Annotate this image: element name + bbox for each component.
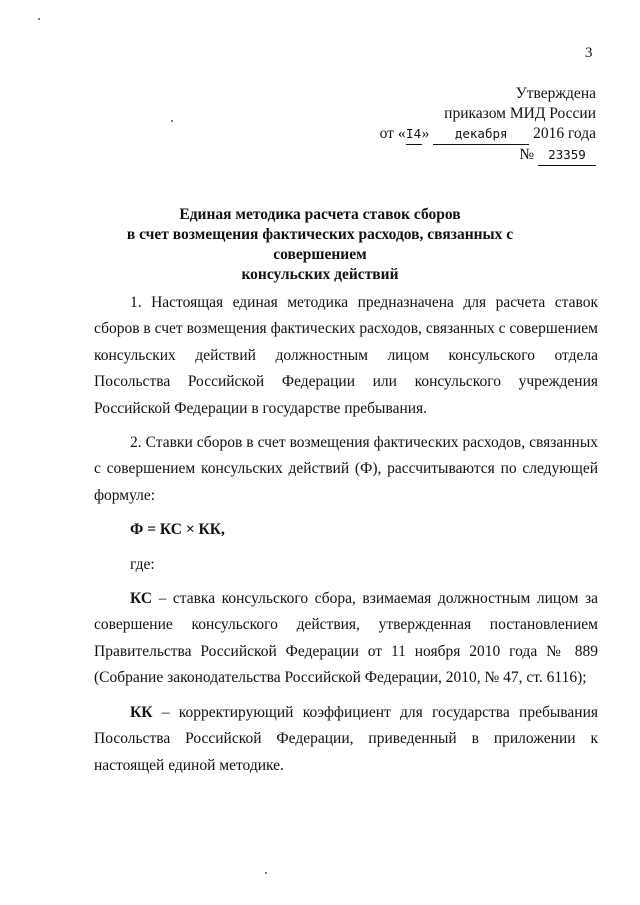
paragraph-2: 2. Ставки сборов в счет возмещения фактических расходов, связанных с совершением консульских действий (Ф), рассчитываются по следующей формуле: (94, 434, 598, 504)
approval-line2: приказом МИД России (444, 105, 596, 122)
kk-definition (94, 700, 598, 779)
scan-speck (38, 18, 40, 20)
date-prefix: от « (379, 125, 406, 142)
number-label: № (519, 146, 535, 163)
kk-text: – корректирующий коэффициент для государства пребывания Посольства Российской Федерации, приведенный в приложении к настоящей единой методике. (94, 703, 598, 774)
date-day: I4 (406, 124, 422, 145)
scan-speck (171, 120, 173, 122)
approval-date (336, 124, 596, 145)
document-title (80, 205, 560, 285)
approval-line1: Утверждена (515, 85, 596, 102)
page-number: 3 (585, 45, 593, 61)
title-line3: консульских действий (241, 266, 399, 283)
date-mid: » (421, 125, 430, 142)
order-number: 23359 (538, 145, 596, 166)
document-body (94, 290, 598, 779)
date-month: декабря (433, 124, 529, 145)
scan-speck (265, 872, 267, 874)
approval-block (336, 84, 596, 166)
ks-text: – ставка консульского сбора, взимаемая должностным лицом за совершение консульского действия, утвержденная постановлением Правительства Российской Федерации от 11 ноября 2010 года № 889 (Собрание законодательства Российской Федерации, 2010, № 47, ст. 6116); (94, 590, 598, 687)
ks-term: КС (130, 590, 153, 608)
paragraph-1: 1. Настоящая единая методика предназначена для расчета ставок сборов в счет возмещения фактических расходов, связанных с совершением консульских действий должностным лицом консульского отдела Посольства Российской Федерации или консульского учреждения Российской Федерации в государстве пребывания. (94, 294, 598, 417)
date-year: 2016 года (533, 125, 596, 142)
ks-definition (94, 586, 598, 692)
where-label: где: (130, 555, 155, 573)
formula: Ф = КС × КК, (130, 521, 225, 539)
title-line2: в счет возмещения фактических расходов, связанных с совершением (126, 226, 514, 263)
approval-number (336, 145, 596, 166)
title-line1: Единая методика расчета ставок сборов (179, 206, 461, 223)
kk-term: КК (130, 703, 153, 721)
